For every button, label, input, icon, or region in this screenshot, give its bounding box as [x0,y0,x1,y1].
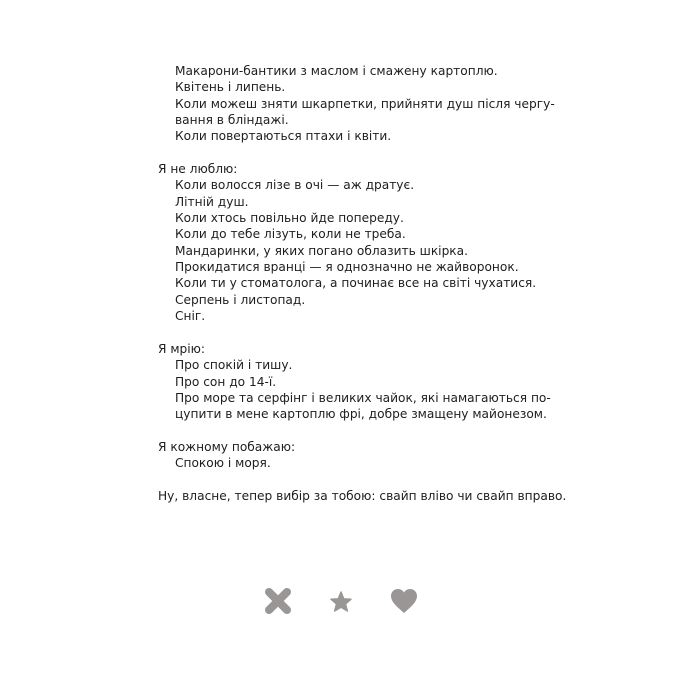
document-page [158,63,567,504]
section-heading-dreams: Я мрію: [158,341,206,356]
text-line: Макарони-бантики з маслом і смажену картоплю. [175,64,498,78]
text-line: Коли волосся лізе в очі — аж дратує. [175,178,415,193]
text-line: вання в бліндажі. [175,113,289,128]
text-line: Коли ти у стоматолога, а починає все на світі чухатися. [175,276,537,291]
text-line: Коли повертаються птахи і квіти. [175,129,392,144]
text-line: Літній душ. [175,194,249,209]
text-line: Коли хтось повільно йде попереду. [175,211,404,226]
star-icon [330,591,352,612]
text-line: Коли можеш зняти шкарпетки, прийняти душ після чергу- [175,96,555,111]
spacer [158,423,558,439]
text-line: Мандаринки, у яких погано облазить шкірка. [175,243,469,258]
spacer [158,145,558,161]
text-line: Спокою і моря. [175,456,271,471]
text-line: Про спокій і тишу. [175,358,293,373]
heart-icon [390,588,418,614]
text-line: цупити в мене картоплю фрі, добре змащену майонезом. [175,407,547,422]
swipe-actions [0,586,700,616]
text-line: Прокидатися вранці — я однозначно не жайворонок. [175,260,519,275]
section-heading-dislikes: Я не люблю: [158,162,238,177]
section-heading-wishes: Я кожному побажаю: [158,439,296,454]
spacer [158,472,558,488]
close-icon [264,587,292,615]
text-line: Про сон до 14-ї. [175,374,277,389]
spacer [158,325,558,341]
text-line: Сніг. [175,309,206,324]
text-line: Коли до тебе лізуть, коли не треба. [175,227,406,242]
text-line: Про море та серфінг і великих чайок, які намагаються по- [175,390,551,405]
text-line: Серпень і листопад. [175,292,306,307]
closing-line: Ну, власне, тепер вибір за тобою: свайп вліво чи свайп вправо. [158,488,567,503]
text-line: Квітень і липень. [175,80,286,95]
